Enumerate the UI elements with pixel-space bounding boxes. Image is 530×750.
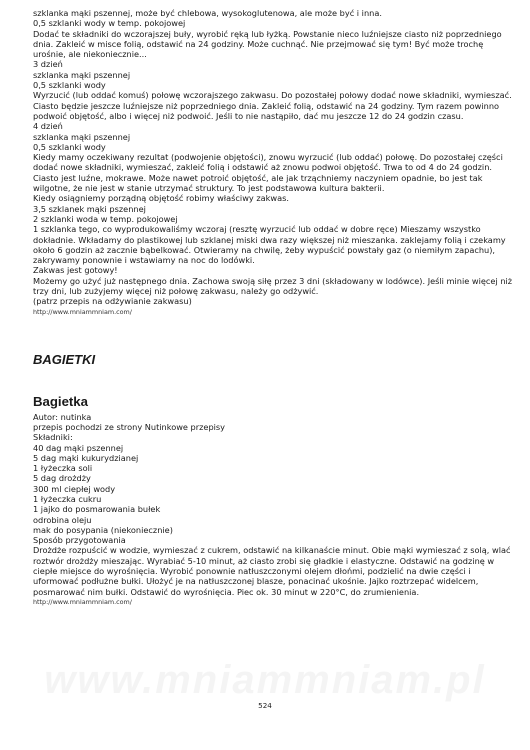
text-line: Wyrzucić (lub oddać komuś) połowę wczorajszego zakwasu. Do pozostałej połowy dodać nowe składniki, wymieszać. [33, 90, 512, 101]
text-line: 0,5 szklanki wody [33, 141, 106, 152]
text-line: urośnie, ale niekoniecznie... [33, 49, 147, 60]
source-url-2[interactable]: http://www.mniammniam.com/ [33, 597, 132, 606]
text-line: Kiedy mamy oczekiwany rezultat (podwojenie objętości), znowu wyrzucić (lub oddać) połowę. Do pozostałej części [33, 152, 503, 163]
text-line: (patrz przepis na odżywianie zakwasu) [33, 296, 192, 307]
text-line: 40 dag mąki pszennej [33, 442, 124, 453]
text-line: Sposób przygotowania [33, 535, 126, 546]
text-line: Drożdże rozpuścić w wodzie, wymieszać z cukrem, odstawić na kilkanaście minut. Obie mąki wymieszać z solą, wlać [33, 545, 511, 556]
document-page [33, 8, 513, 607]
text-line: uformować podłużne bułki. Ułożyć je na natłuszczonej blasze, ponacinać ukośnie. Jajko roztrzepać widelcem, [33, 576, 479, 587]
text-line: dodać nowe składniki, wymieszać, zakleić folią i odstawić aż znowu podwoi objętość. Trwa to od 4 do 24 godzin. [33, 162, 492, 173]
text-line: Ciasto będzie jeszcze luźniejsze niż poprzedniego dnia. Zakleić folią, odstawić na 24 godziny. Tym razem powinno [33, 100, 500, 111]
text-line: 300 ml ciepłej wody [33, 483, 116, 494]
text-line: Składniki: [33, 432, 73, 443]
sourdough-instructions [33, 8, 513, 307]
text-line: szklanka mąki pszennej [33, 131, 131, 142]
text-line: podwoić objętość, albo i więcej niż podwoić. Jeśli to nie nastąpiło, dać mu jeszcze 12 do 24 godzin czasu. [33, 110, 464, 121]
text-line: przepis pochodzi ze strony Nutinkowe przepisy [33, 421, 226, 432]
text-line: 5 dag drożdży [33, 473, 91, 484]
text-line: ciepłe miejsce do wyrośnięcia. Wyrobić ponownie natłuszczonymi olejem dłońmi, podzielić na dwie części i [33, 566, 471, 577]
text-line: Zakwas jest gotowy! [33, 265, 118, 276]
watermark [0, 658, 530, 703]
baguette-recipe [33, 411, 511, 597]
text-line: 0,5 szklanki wody w temp. pokojowej [33, 18, 186, 29]
text-line: Dodać te składniki do wczorajszej buły, wyrobić ręką lub łyżką. Powstanie nieco luźniejsze ciasto niż poprzedniego [33, 28, 502, 39]
text-line: 5 dag mąki kukurydzianej [33, 452, 139, 463]
text-line: 3,5 szklanek mąki pszennej [33, 203, 146, 214]
text-line: około 6 godzin aż zacznie bąbelkować. Otwieramy na chwilę, żeby wypuścić powstały gaz (o niemiłym zapachu), [33, 244, 496, 255]
text-line: 2 szklanki woda w temp. pokojowej [33, 213, 178, 224]
text-line: Możemy go użyć już następnego dnia. Zachowa swoją siłę przez 3 dni (składowany w lodówce). Jeśli minie więcej niż [33, 275, 513, 286]
text-line: dokładnie. Wkładamy do plastikowej lub szklanej miski dwa razy większej niż mieszanka. zaklejamy folią i czekamy [33, 234, 506, 245]
text-line: Autor: nutinka [33, 411, 92, 422]
text-line: trzy dni, lub zużyjemy więcej niż połowę zakwasu, należy go odżywić. [33, 286, 319, 297]
text-line: Ciasto jest luźne, mokrawe. Może nawet potroić objętość, ale jak trząchniemy naczyniem opadnie, bo jest tak [33, 172, 483, 183]
text-line: 0,5 szklanki wody [33, 80, 106, 91]
text-line: szklanka mąki pszennej, może być chlebowa, wysokoglutenowa, ale może być i inna. [33, 8, 382, 18]
text-line: mak do posypania (niekoniecznie) [33, 524, 173, 535]
text-line: zakrywamy ponownie i wstawiamy na noc do lodówki. [33, 255, 255, 266]
text-line: szklanka mąki pszennej [33, 69, 131, 80]
recipe-title: Bagietka [33, 393, 88, 409]
text-line: roztwór drożdży mieszając. Wyrabiać 5-10 minut, aż ciasto zrobi się gładkie i elastyczne. Odstawić na godzinę w [33, 555, 495, 566]
text-line: wilgotne, że nie jest w stanie utrzymać struktury. To jest podstawowa kultura bakterii. [33, 183, 385, 194]
text-line: 1 łyżeczka cukru [33, 493, 102, 504]
category-heading: BAGIETKI [33, 351, 96, 367]
text-line: 1 szklanka tego, co wyprodukowaliśmy wczoraj (resztę wyrzucić lub oddać w dobre ręce) Mieszamy wszystko [33, 224, 481, 235]
text-line: 1 łyżeczka soli [33, 463, 93, 474]
text-line: Kiedy osiągniemy porządną objętość robimy właściwy zakwas. [33, 193, 289, 204]
text-line: 3 dzień [33, 59, 63, 70]
source-url-1[interactable]: http://www.mniammniam.com/ [33, 307, 132, 316]
text-line: 1 jajko do posmarowania bułek [33, 504, 161, 515]
text-line: dnia. Zakleić w misce folią, odstawić na 24 godziny. Może cuchnąć. Nie przejmować się tym! Być może trochę [33, 38, 484, 49]
text-line: 4 dzień [33, 121, 63, 132]
text-line: posmarować nim bułki. Odstawić do wyrośnięcia. Piec ok. 30 minut w 220°C, do zrumienienia. [33, 586, 420, 597]
text-line: odrobina oleju [33, 514, 92, 525]
page-number: 524 [258, 701, 272, 710]
